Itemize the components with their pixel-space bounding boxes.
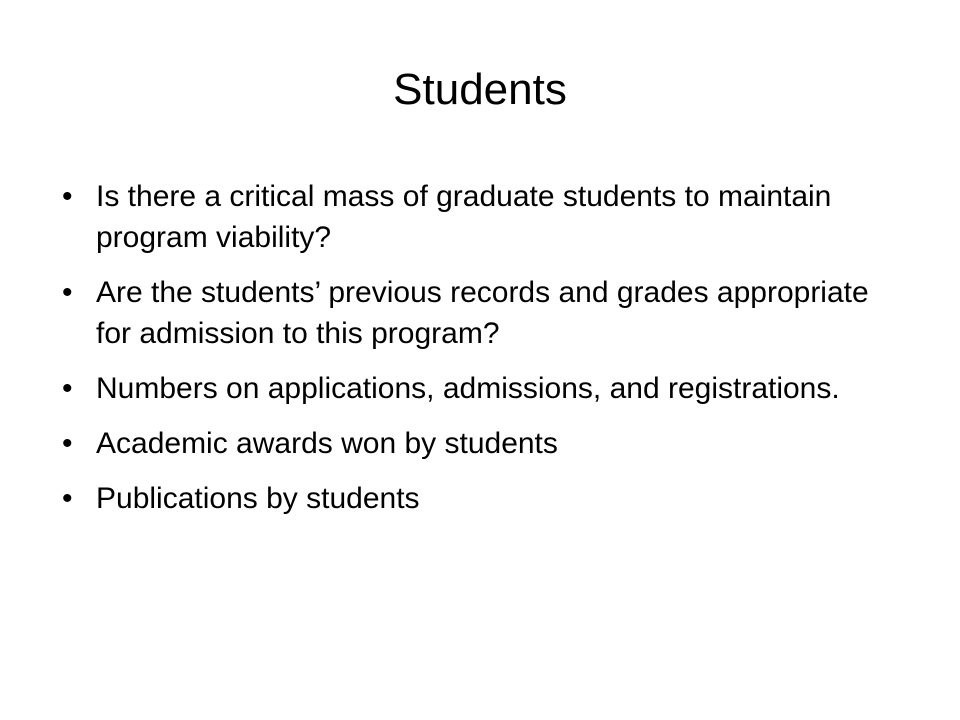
slide-title: Students xyxy=(393,65,567,114)
bullet-item-previous-records xyxy=(60,272,910,354)
bullet-item-numbers xyxy=(60,368,910,409)
bullet-text: Are the students’ previous records and grades appropriate for admission to this program? xyxy=(96,276,869,350)
bullet-item-awards xyxy=(60,423,910,464)
bullet-icon: • xyxy=(62,276,73,309)
bullet-icon: • xyxy=(62,180,73,213)
bullet-text: Publications by students xyxy=(96,482,420,515)
bullet-item-critical-mass xyxy=(60,176,910,258)
bullet-icon: • xyxy=(62,482,73,515)
bullet-text: Is there a critical mass of graduate students to maintain program viability? xyxy=(96,180,832,254)
bullet-icon: • xyxy=(62,372,73,405)
bullet-item-publications xyxy=(60,478,910,519)
bullet-text: Numbers on applications, admissions, and registrations. xyxy=(96,372,840,405)
bullet-icon: • xyxy=(62,427,73,460)
bullet-list xyxy=(60,176,910,533)
bullet-text: Academic awards won by students xyxy=(96,427,558,460)
